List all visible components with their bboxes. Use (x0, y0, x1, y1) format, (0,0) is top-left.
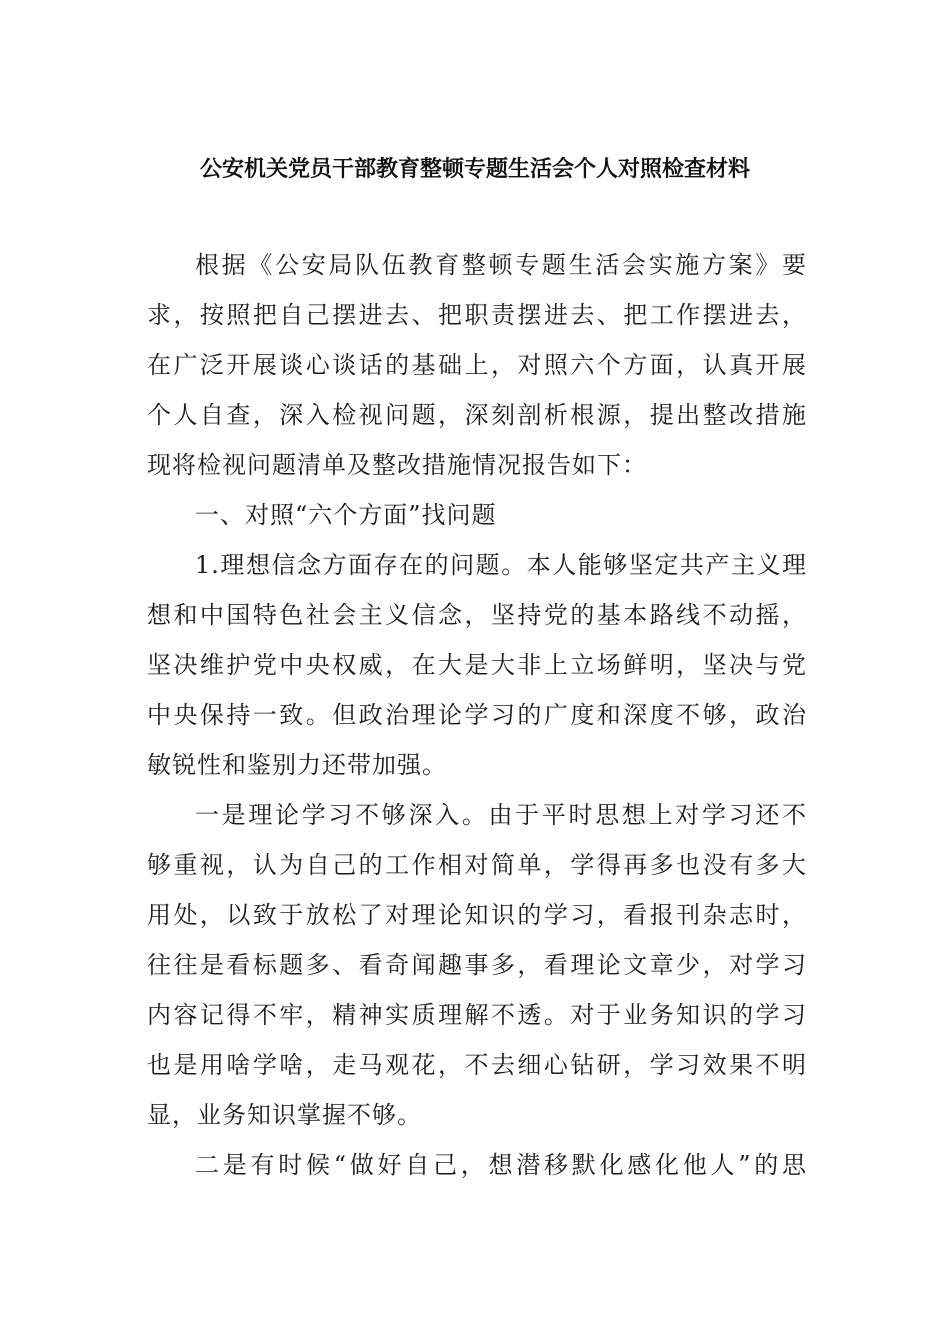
paragraph-2-line-3: 坚决维护党中央权威，在大是大非上立场鲜明，坚决与党 (147, 651, 807, 679)
paragraph-1-line-5: 现将检视问题清单及整改措施情况报告如下： (147, 451, 647, 479)
document-title: 公安机关党员干部教育整顿专题生活会个人对照检查材料 (199, 157, 750, 182)
section-heading-1: 一、对照“六个方面”找问题 (195, 501, 497, 529)
paragraph-3-line-3: 用处，以致于放松了对理论知识的学习，看报刊杂志时， (147, 901, 807, 929)
paragraph-3-line-6: 也是用啥学啥，走马观花，不去细心钻研，学习效果不明 (147, 1051, 807, 1079)
paragraph-1-line-4: 个人自查，深入检视问题，深刻剖析根源，提出整改措施 (147, 401, 807, 429)
paragraph-2-line-5: 敏锐性和鉴别力还带加强。 (147, 751, 447, 779)
paragraph-3-line-2: 够重视，认为自己的工作相对简单，学得再多也没有多大 (147, 851, 807, 879)
paragraph-3-line-5: 内容记得不牢，精神实质理解不透。对于业务知识的学习 (147, 1001, 807, 1029)
paragraph-2-line-4: 中央保持一致。但政治理论学习的广度和深度不够，政治 (147, 701, 807, 729)
paragraph-3-line-7: 显，业务知识掌握不够。 (147, 1101, 422, 1129)
paragraph-3-line-4: 往往是看标题多、看奇闻趣事多，看理论文章少，对学习 (147, 951, 807, 979)
paragraph-1-line-1: 根据《公安局队伍教育整顿专题生活会实施方案》要 (195, 251, 807, 279)
paragraph-2-line-1: 1.理想信念方面存在的问题。本人能够坚定共产主义理 (195, 551, 807, 579)
paragraph-1-line-2: 求，按照把自己摆进去、把职责摆进去、把工作摆进去， (147, 301, 807, 329)
paragraph-3-line-1: 一是理论学习不够深入。由于平时思想上对学习还不 (195, 801, 807, 829)
paragraph-1-line-3: 在广泛开展谈心谈话的基础上，对照六个方面，认真开展 (147, 351, 807, 379)
paragraph-4-line-1: 二是有时候“做好自己，想潜移默化感化他人”的思 (195, 1151, 807, 1179)
paragraph-2-line-2: 想和中国特色社会主义信念，坚持党的基本路线不动摇， (147, 601, 807, 629)
